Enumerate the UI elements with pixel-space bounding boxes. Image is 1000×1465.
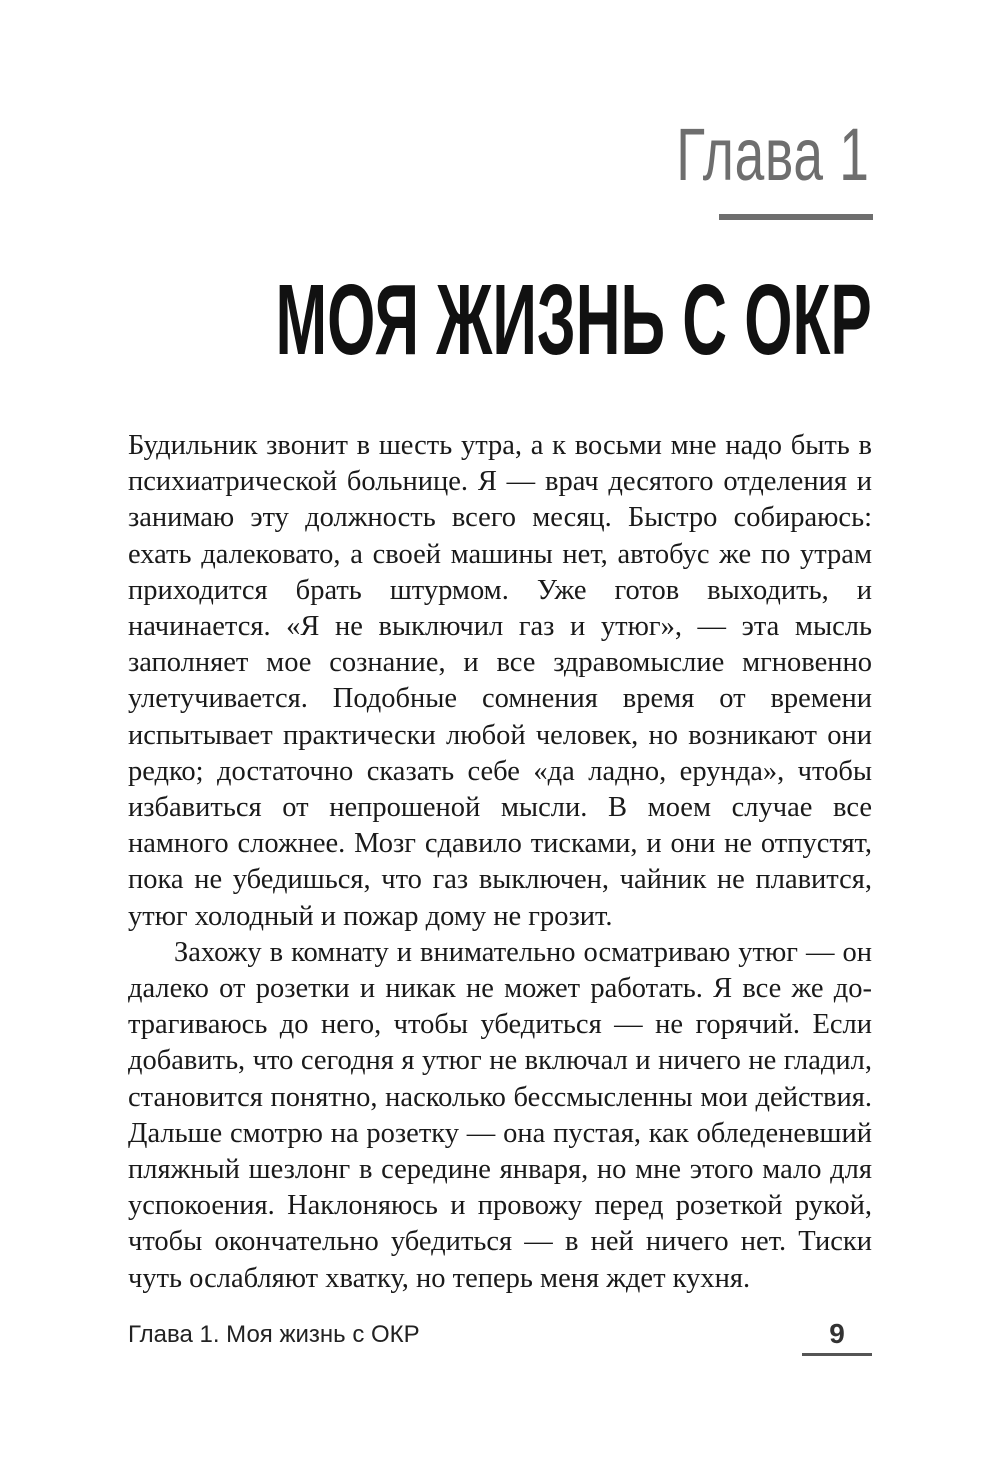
paragraph-1: Будильник звонит в шесть утра, а к восьми мне надо быть в психиатрической больнице. Я — врач десятого отделения и занимаю эту должность всего месяц. Быстро собираюсь: ехать далековато, а своей машины нет, автобус же по утрам приходится брать штурмом. Уже готов выходить, и начинается. «Я не выключил газ и утюг», — эта мысль заполняет мое сознание, и все здравомыслие мгновенно улетучивается. Подобные сомнения время от времени испытывает практически любой человек, но возникают они редко; достаточно сказать себе «да ладно, ерунда», чтобы избавиться от непрошеной мысли. В моем случае все намного сложнее. Мозг сдавило тисками, и они не отпустят, пока не убедишься, что газ выключен, чайник не плавится, утюг холодный и пожар дому не грозит.: [128, 430, 872, 932]
running-footer-title: Глава 1. Моя жизнь с ОКР: [128, 1321, 420, 1348]
chapter-body: [128, 428, 872, 1297]
paragraph-2: Захожу в комнату и внимательно осматриваю утюг — он далеко от розетки и никак не может работать. Я все же дотрагиваюсь до него, чтобы убедиться — не горячий. Если добавить, что сегодня я утюг не включал и ничего не гладил, становится понятно, насколько бессмысленны мои действия. Дальше смотрю на розетку — она пустая, как обледеневший пляжный шезлонг в середине января, но мне этого мало для успокоения. Наклоняюсь и провожу перед розеткой рукой, чтобы окончательно убедиться — в ней ничего нет. Тиски чуть ослабляют хватку, но теперь меня ждет кухня.: [128, 936, 872, 1294]
chapter-label: Глава 1: [676, 113, 870, 196]
page-number: 9: [829, 1318, 845, 1349]
page-number-underline: [802, 1353, 872, 1356]
chapter-title: МОЯ ЖИЗНЬ С ОКР: [275, 264, 872, 376]
chapter-label-underline: [719, 214, 873, 220]
